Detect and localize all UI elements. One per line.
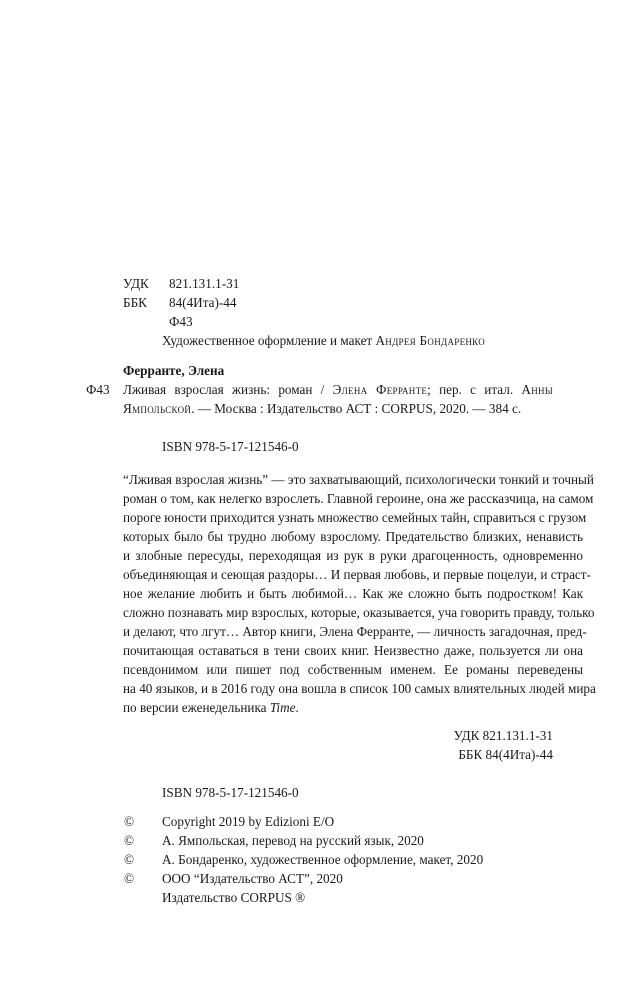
bib-translation: ; пер. с итал. — [427, 382, 522, 397]
bib-line-2 — [123, 399, 521, 418]
annotation-line: и делают, что лгут… Автор книги, Элена Ферранте, — личность загадочная, пред- — [123, 624, 587, 639]
annotation-last-line — [123, 698, 583, 717]
author-heading: Ферранте, Элена — [123, 363, 225, 378]
bib-publication: . — Москва : Издательство АСТ : CORPUS, 2020. — 384 с. — [191, 401, 522, 416]
annotation-line: сложно познавать мир взрослых, которые, оказывается, уча говорить правду, только — [123, 605, 595, 620]
bbk-value: 84(4Ита)-44 — [169, 295, 237, 310]
copyright-symbol: © — [124, 852, 135, 867]
design-credit-prefix: Художественное оформление и макет — [162, 333, 376, 348]
copyright-text: ООО “Издательство АСТ”, 2020 — [162, 871, 343, 886]
bib-translator-first: Анны — [521, 382, 553, 397]
design-credit — [162, 331, 485, 350]
copyright-symbol: © — [124, 871, 135, 886]
annotation-line: ное желание любить и быть любимой… Как же сложно быть подростком! Как — [123, 586, 583, 601]
annotation-line: почитающая оставаться в тени своих книг. Неизвестно даже, пользуется ли она — [123, 643, 583, 658]
classification-bottom — [383, 726, 553, 764]
design-credit-name: Андрея Бондаренко — [375, 333, 486, 348]
annotation-line: псевдонимом или пишет под собственным именем. Ее романы переведены — [123, 662, 583, 677]
isbn-bottom: ISBN 978-5-17-121546-0 — [162, 785, 299, 800]
annotation-line: роман о том, как нелегко взрослеть. Главной героине, она же рассказчица, на самом — [123, 491, 594, 506]
udk-bottom: УДК 821.131.1-31 — [453, 728, 553, 743]
udk-value: 821.131.1-31 — [169, 276, 240, 291]
bbk-label: ББК — [123, 295, 147, 310]
annotation-last-suffix: . — [295, 700, 299, 715]
annotation — [123, 470, 596, 717]
annotation-time-italic: Time — [269, 700, 296, 715]
udk-label: УДК — [123, 276, 149, 291]
copyright-row — [124, 831, 544, 850]
copyright-row — [124, 850, 544, 869]
bbk-bottom: ББК 84(4Ита)-44 — [458, 747, 553, 762]
copyright-row — [124, 888, 544, 907]
classification-block — [123, 274, 323, 331]
copyright-row — [124, 812, 544, 831]
annotation-line: и злобные пересуды, переходящая из рук в руки драгоценность, одновременно — [123, 548, 583, 563]
annotation-line: пороге юности приходится узнать множество семейных тайн, справиться с грузом — [123, 510, 587, 525]
copyright-text: А. Ямпольская, перевод на русский язык, 2020 — [162, 833, 424, 848]
bib-title: Лживая взрослая жизнь: роман / — [123, 382, 333, 397]
bib-author-name: Элена Ферранте — [332, 382, 428, 397]
copyright-symbol: © — [124, 814, 135, 829]
bib-mark: Ф43 — [86, 382, 110, 397]
author-mark: Ф43 — [169, 314, 193, 329]
bib-line-1 — [123, 380, 553, 399]
annotation-line: которых было бы трудно любому взрослому. Предательство близких, ненависть — [123, 529, 583, 544]
annotation-line: “Лживая взрослая жизнь” — это захватывающий, психологически тонкий и точный — [123, 472, 594, 487]
annotation-line: объединяющая и сеющая раздоры… И первая любовь, и первые поцелуи, и страст- — [123, 567, 591, 582]
copyright-text: Copyright 2019 by Edizioni E/O — [162, 814, 335, 829]
annotation-line: на 40 языков, и в 2016 году она вошла в список 100 самых влиятельных людей мира — [123, 681, 596, 696]
copyright-row — [124, 869, 544, 888]
annotation-last-prefix: по версии еженедельника — [123, 700, 270, 715]
copyright-text: А. Бондаренко, художественное оформление, макет, 2020 — [162, 852, 484, 867]
copyright-text: Издательство CORPUS ® — [162, 890, 306, 905]
copyright-symbol: © — [124, 833, 135, 848]
bib-translator-last: Ямпольской — [123, 401, 192, 416]
copyright-block — [124, 812, 544, 907]
isbn-top: ISBN 978-5-17-121546-0 — [162, 439, 299, 454]
